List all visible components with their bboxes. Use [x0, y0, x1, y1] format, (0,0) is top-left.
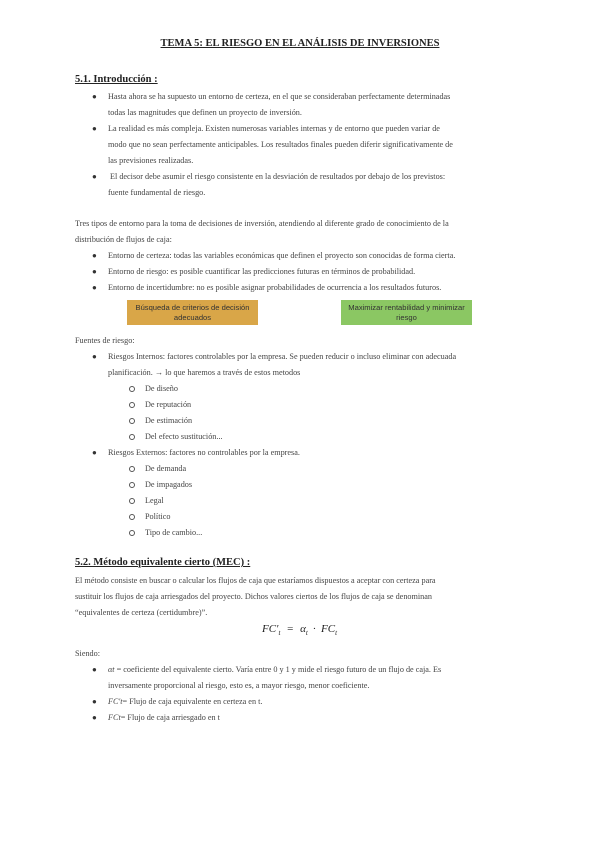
intro-bullet-2-line-3: las previsiones realizadas.	[108, 156, 194, 165]
formula-lhs-sub: t	[278, 629, 281, 638]
def-fc-prime-symbol: FC′t	[108, 697, 123, 706]
circle-bullet-icon	[129, 466, 135, 472]
section-heading-mec: 5.2. Método equivalente cierto (MEC) :	[75, 557, 251, 568]
riesgos-internos-line-2: planificación. → lo que haremos a través de estos metodos	[108, 368, 301, 377]
interno-item-3: De estimación	[145, 416, 193, 425]
interno-item-4: Del efecto sustitución...	[145, 432, 223, 441]
formula-lhs: FC′	[262, 623, 279, 635]
bullet-icon: ●	[92, 251, 97, 260]
riesgos-externos: Riesgos Externos: factores no controlables por la empresa.	[108, 448, 300, 457]
bullet-icon: ●	[92, 352, 97, 361]
def-fc-text: = Flujo de caja arriesgado en t	[120, 713, 220, 722]
def-alpha-line-2: inversamente proporcional al riesgo, esto es, a mayor riesgo, menor coeficiente.	[108, 681, 370, 690]
entorno-certeza: Entorno de certeza: todas las variables económicas que definen el proyecto son conocidas de forma cierta.	[108, 251, 456, 260]
bullet-icon: ●	[92, 697, 97, 706]
mec-para-line-1: El método consiste en buscar o calcular los flujos de caja que estaríamos dispuestos a aceptar con certeza para	[75, 576, 436, 585]
box-right-line-2: riesgo	[396, 312, 417, 322]
box-right-line-1: Maximizar rentabilidad y minimizar	[348, 302, 465, 312]
document-title: TEMA 5: EL RIESGO EN EL ANÁLISIS DE INVERSIONES	[160, 38, 440, 49]
bullet-icon: ●	[92, 92, 97, 101]
box-left-line-1: Búsqueda de criterios de decisión	[135, 302, 250, 312]
intro-bullet-2-line-2: modo que no sean perfectamente anticipables. Los resultados finales pueden diferir significativamente de	[108, 140, 453, 149]
formula-rhs-sub: t	[335, 629, 338, 638]
entorno-incertidumbre: Entorno de incertidumbre: no es posible asignar probabilidades de ocurrencia a los resultados futuros.	[108, 283, 442, 292]
def-alpha-text: = coeficiente del equivalente cierto. Varía entre 0 y 1 y mide el riesgo futuro de un flujo de caja. Es	[116, 665, 442, 674]
bullet-icon: ●	[92, 713, 97, 722]
mec-para-line-3: “equivalentes de certeza (certidumbre)”.	[75, 608, 208, 617]
def-alpha-symbol: αt	[108, 665, 115, 674]
externo-item-2: De impagados	[145, 480, 193, 489]
section-heading-introduccion: 5.1. Introducción :	[75, 74, 158, 85]
intro-bullet-3-line-1: El decisor debe asumir el riesgo consistente en la desviación de resultados por debajo de los previstos:	[110, 172, 446, 181]
formula-rhs: FC	[321, 623, 336, 635]
externo-item-5: Tipo de cambio...	[145, 528, 203, 537]
def-fc-symbol: FCt	[108, 713, 121, 722]
def-fc	[108, 710, 220, 726]
bullet-icon: ●	[92, 448, 97, 457]
fuentes-label: Fuentes de riesgo:	[75, 336, 135, 345]
box-left-line-2: adecuados	[173, 312, 212, 322]
formula-equals: =	[287, 623, 294, 635]
intro-bullet-2-line-1: La realidad es más compleja. Existen numerosas variables internas y de entorno que pueden variar de	[108, 124, 440, 133]
circle-bullet-icon	[129, 498, 135, 504]
circle-bullet-icon	[129, 418, 135, 424]
riesgos-internos-line-1: Riesgos Internos: factores controlables por la empresa. Se pueden reducir o incluso eliminar con adecuada	[108, 352, 457, 361]
entorno-riesgo: Entorno de riesgo: es posible cuantificar las predicciones futuras en términos de probabilidad.	[108, 267, 416, 276]
maximizar-rentabilidad-box	[341, 300, 472, 325]
bullet-icon: ●	[92, 267, 97, 276]
interno-item-2: De reputación	[145, 400, 192, 409]
circle-bullet-icon	[129, 514, 135, 520]
mec-formula	[262, 623, 337, 637]
intro-bullet-1-line-1: Hasta ahora se ha supuesto un entorno de certeza, en el que se consideraban perfectamente determinadas	[108, 92, 451, 101]
externo-item-1: De demanda	[145, 464, 187, 473]
interno-item-1: De diseño	[145, 384, 178, 393]
formula-alpha: α	[300, 623, 306, 635]
formula-alpha-sub: t	[305, 629, 308, 638]
mec-para-line-2: sustituir los flujos de caja arriesgados del proyecto. Dichos valores ciertos de los flujos de caja se denominan	[75, 592, 432, 601]
bullet-icon: ●	[92, 124, 97, 133]
def-fc-prime	[108, 694, 262, 710]
intro-bullet-1-line-2: todas las magnitudes que definen un proyecto de inversión.	[108, 108, 302, 117]
circle-bullet-icon	[129, 530, 135, 536]
externo-item-3: Legal	[145, 496, 164, 505]
criterios-decision-box	[127, 300, 258, 325]
circle-bullet-icon	[129, 482, 135, 488]
entornos-intro-line-2: distribución de flujos de caja:	[75, 235, 172, 244]
bullet-icon: ●	[92, 283, 97, 292]
externo-item-4: Político	[145, 512, 171, 521]
circle-bullet-icon	[129, 402, 135, 408]
def-fc-prime-text: = Flujo de caja equivalente en certeza en t.	[122, 697, 263, 706]
circle-bullet-icon	[129, 434, 135, 440]
def-alpha-line-1	[108, 662, 441, 678]
bullet-icon: ●	[92, 665, 97, 674]
formula-dot: ·	[312, 623, 317, 635]
intro-bullet-3-line-2: fuente fundamental de riesgo.	[108, 188, 206, 197]
bullet-icon: ●	[92, 172, 97, 181]
entornos-intro-line-1: Tres tipos de entorno para la toma de decisiones de inversión, atendiendo al diferente grado de conocimiento de la	[75, 219, 449, 228]
siendo-label: Siendo:	[75, 649, 101, 658]
circle-bullet-icon	[129, 386, 135, 392]
